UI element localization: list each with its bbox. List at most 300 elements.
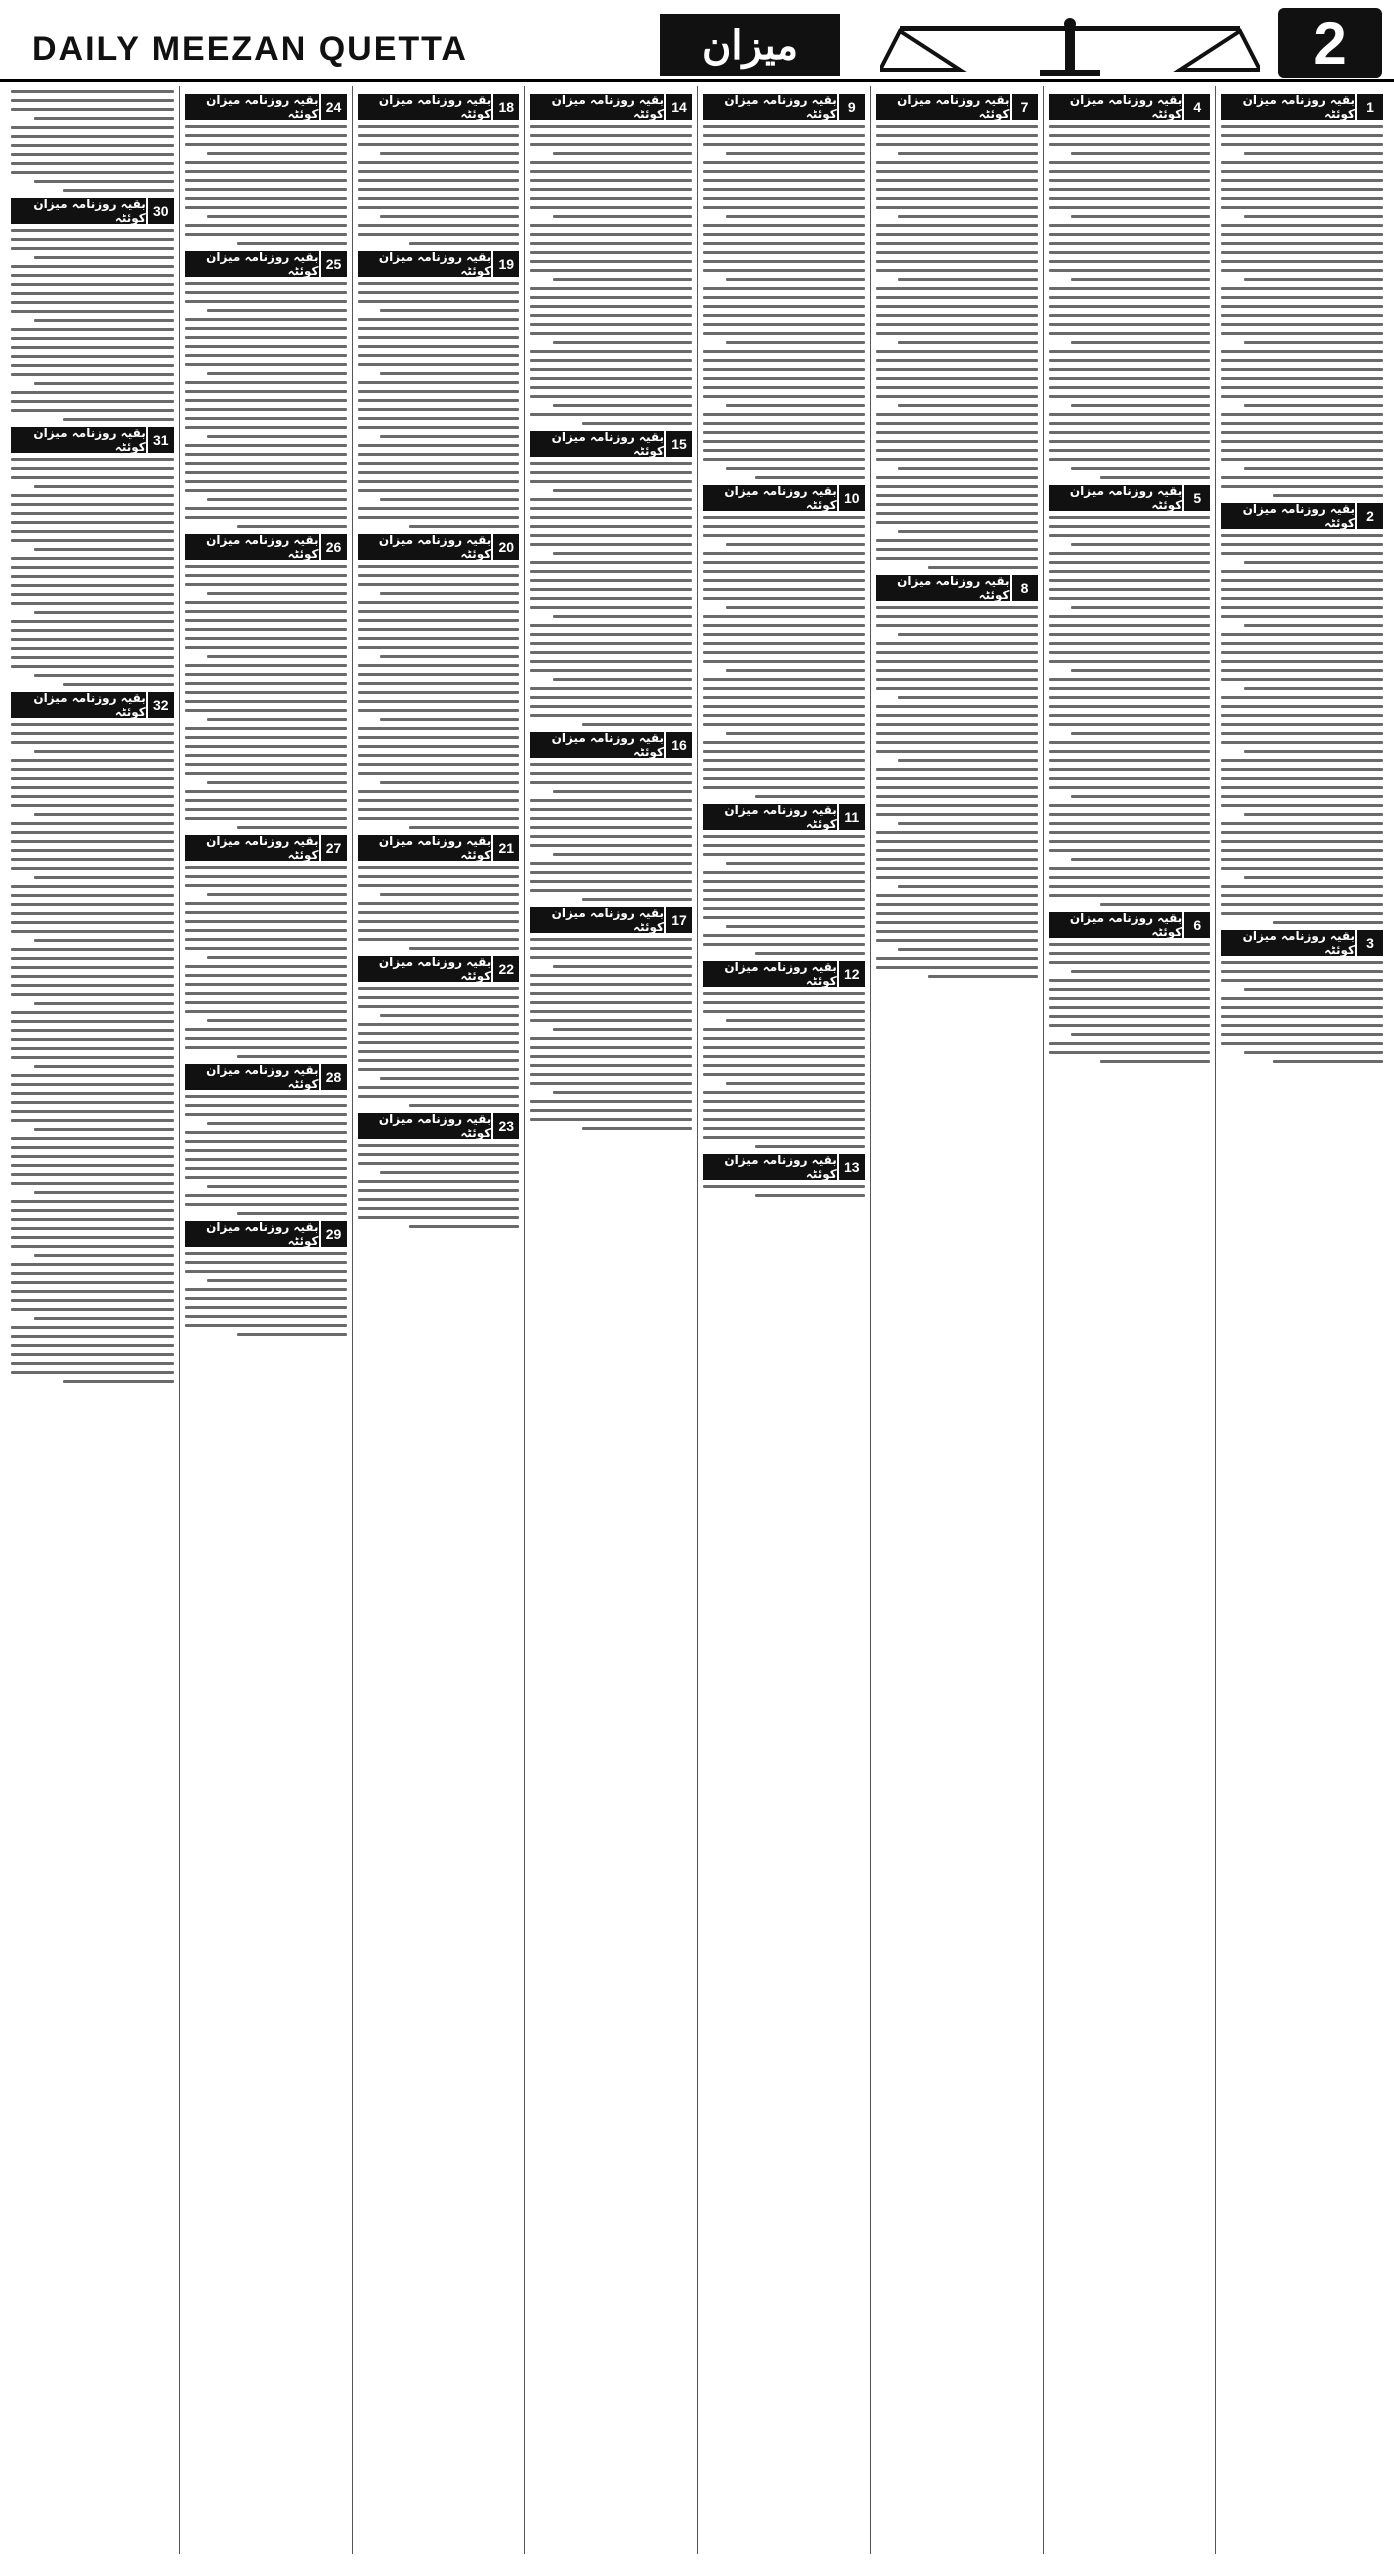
text-line <box>703 678 865 681</box>
text-line <box>703 934 865 937</box>
text-line <box>185 1194 347 1197</box>
text-line <box>185 224 347 227</box>
text-line <box>530 606 692 609</box>
article-text <box>876 125 1038 569</box>
text-line <box>34 1002 174 1005</box>
text-line <box>1049 570 1211 573</box>
continuation-label: بقیہ روزنامہ میزان کوئٹہ <box>703 94 837 120</box>
text-line <box>553 152 692 155</box>
text-line <box>876 831 1038 834</box>
text-line <box>1049 579 1211 582</box>
text-line <box>380 498 519 501</box>
continuation-number: 21 <box>493 835 519 861</box>
text-line <box>185 700 347 703</box>
text-line <box>185 799 347 802</box>
text-line <box>703 1100 865 1103</box>
text-line <box>11 90 174 93</box>
text-line <box>530 781 692 784</box>
text-line <box>726 732 865 735</box>
text-line <box>358 291 520 294</box>
text-line <box>530 992 692 995</box>
text-line <box>185 363 347 366</box>
text-line <box>1100 1060 1210 1063</box>
text-line <box>1071 341 1210 344</box>
continuation-label: بقیہ روزنامہ میزان کوئٹہ <box>185 534 319 560</box>
text-line <box>1049 233 1211 236</box>
text-line <box>726 278 865 281</box>
text-line <box>703 1109 865 1112</box>
text-line <box>1221 422 1383 425</box>
text-line <box>1221 287 1383 290</box>
text-line <box>553 965 692 968</box>
text-line <box>11 638 174 641</box>
text-line <box>358 628 520 631</box>
text-line <box>876 606 1038 609</box>
text-line <box>358 1216 520 1219</box>
continuation-number: 30 <box>148 198 174 224</box>
text-line <box>34 674 174 677</box>
text-line <box>409 242 519 245</box>
text-line <box>703 1064 865 1067</box>
text-line <box>703 305 865 308</box>
continuation-label: بقیہ روزنامہ میزان کوئٹہ <box>1221 503 1355 529</box>
text-line <box>703 197 865 200</box>
text-line <box>1221 1033 1383 1036</box>
text-line <box>358 929 520 932</box>
text-line <box>703 561 865 564</box>
newspaper-logo: میزان <box>660 14 840 76</box>
text-line <box>358 884 520 887</box>
text-line <box>409 525 519 528</box>
text-line <box>185 920 347 923</box>
text-line <box>1049 741 1211 744</box>
text-line <box>553 853 692 856</box>
text-line <box>185 480 347 483</box>
text-line <box>185 1270 347 1273</box>
text-line <box>185 170 347 173</box>
text-line <box>876 386 1038 389</box>
text-line <box>358 691 520 694</box>
continuation-label: بقیہ روزنامہ میزان کوئٹہ <box>1221 930 1355 956</box>
text-line <box>185 489 347 492</box>
text-line <box>703 768 865 771</box>
text-line <box>755 952 865 955</box>
text-line <box>1049 552 1211 555</box>
text-line <box>1221 651 1383 654</box>
text-line <box>11 647 174 650</box>
article-text <box>703 516 865 798</box>
text-line <box>185 1028 347 1031</box>
text-line <box>11 1209 174 1212</box>
text-line <box>11 948 174 951</box>
text-line <box>11 584 174 587</box>
text-line <box>11 1245 174 1248</box>
article-text <box>1221 534 1383 924</box>
text-line <box>1221 485 1383 488</box>
text-line <box>11 1146 174 1149</box>
text-line <box>1221 759 1383 762</box>
continuation-number: 16 <box>666 732 692 758</box>
article-text <box>11 90 174 192</box>
continuation-label: بقیہ روزنامہ میزان کوئٹہ <box>703 961 837 987</box>
text-line <box>1049 386 1211 389</box>
text-line <box>237 242 347 245</box>
text-line <box>1221 678 1383 681</box>
text-line <box>185 381 347 384</box>
text-line <box>185 947 347 950</box>
text-line <box>11 1056 174 1059</box>
text-line <box>358 987 520 990</box>
text-line <box>11 1164 174 1167</box>
text-line <box>582 898 692 901</box>
text-line <box>1244 561 1383 564</box>
text-line <box>358 1005 520 1008</box>
text-line <box>703 615 865 618</box>
text-line <box>1221 894 1383 897</box>
text-line <box>530 588 692 591</box>
text-line <box>530 224 692 227</box>
text-line <box>703 687 865 690</box>
text-line <box>11 822 174 825</box>
text-line <box>876 548 1038 551</box>
text-line <box>530 889 692 892</box>
text-line <box>11 629 174 632</box>
scale-of-justice-icon <box>880 18 1260 78</box>
continuation-heading <box>530 94 692 120</box>
text-line <box>928 975 1038 978</box>
text-line <box>11 135 174 138</box>
text-line <box>898 404 1037 407</box>
text-line <box>876 251 1038 254</box>
text-line <box>358 125 520 128</box>
continuation-block <box>358 94 520 245</box>
text-line <box>898 759 1037 762</box>
text-line <box>898 822 1037 825</box>
text-line <box>185 610 347 613</box>
text-line <box>703 224 865 227</box>
text-line <box>530 534 692 537</box>
text-line <box>358 790 520 793</box>
text-line <box>1244 278 1383 281</box>
text-line <box>726 543 865 546</box>
text-line <box>185 161 347 164</box>
text-line <box>185 1176 347 1179</box>
text-line <box>1049 206 1211 209</box>
text-line <box>876 431 1038 434</box>
text-line <box>1244 687 1383 690</box>
continuation-block <box>530 732 692 901</box>
text-line <box>11 966 174 969</box>
text-line <box>1049 615 1211 618</box>
text-line <box>876 503 1038 506</box>
text-line <box>703 579 865 582</box>
article-text <box>1049 125 1211 479</box>
text-line <box>530 359 692 362</box>
text-line <box>237 1055 347 1058</box>
continuation-block <box>1221 503 1383 924</box>
text-line <box>11 1200 174 1203</box>
text-line <box>1221 961 1383 964</box>
text-line <box>1049 952 1211 955</box>
text-line <box>876 930 1038 933</box>
article-text <box>11 458 174 686</box>
article-text <box>358 1144 520 1228</box>
text-line <box>703 1118 865 1121</box>
text-line <box>530 1064 692 1067</box>
article-text <box>185 565 347 829</box>
text-line <box>703 907 865 910</box>
text-line <box>1071 152 1210 155</box>
article-text <box>185 1252 347 1336</box>
continuation-heading <box>876 575 1038 601</box>
text-line <box>530 763 692 766</box>
text-line <box>530 808 692 811</box>
text-line <box>1049 323 1211 326</box>
text-line <box>358 808 520 811</box>
continuation-heading <box>1049 94 1211 120</box>
text-line <box>1244 750 1383 753</box>
text-line <box>876 224 1038 227</box>
text-line <box>380 781 519 784</box>
text-line <box>358 233 520 236</box>
continuation-block <box>1049 912 1211 1063</box>
text-line <box>11 99 174 102</box>
continuation-number: 26 <box>321 534 347 560</box>
article-text <box>703 1185 865 1197</box>
text-line <box>11 1344 174 1347</box>
text-line <box>11 274 174 277</box>
text-line <box>207 592 346 595</box>
text-line <box>207 435 346 438</box>
text-line <box>876 260 1038 263</box>
text-line <box>185 875 347 878</box>
text-line <box>1049 449 1211 452</box>
text-line <box>703 889 865 892</box>
text-line <box>11 1263 174 1266</box>
text-line <box>1221 125 1383 128</box>
text-line <box>11 1119 174 1122</box>
text-line <box>1221 858 1383 861</box>
text-line <box>11 849 174 852</box>
continuation-label: بقیہ روزنامہ میزان کوئٹہ <box>11 692 146 718</box>
continuation-label: بقیہ روزنامہ میزان کوئٹہ <box>358 835 492 861</box>
text-line <box>1100 476 1210 479</box>
text-line <box>185 206 347 209</box>
text-line <box>530 835 692 838</box>
column-3 <box>870 86 1043 2554</box>
text-line <box>876 669 1038 672</box>
text-line <box>1244 404 1383 407</box>
text-line <box>1221 552 1383 555</box>
text-line <box>11 1281 174 1284</box>
text-line <box>11 1308 174 1311</box>
text-line <box>380 1014 519 1017</box>
continuation-number: 11 <box>839 804 865 830</box>
text-line <box>1221 134 1383 137</box>
text-line <box>1221 723 1383 726</box>
text-line <box>1071 404 1210 407</box>
text-line <box>1221 242 1383 245</box>
continuation-label: بقیہ روزنامہ میزان کوئٹہ <box>1221 94 1355 120</box>
text-line <box>530 1010 692 1013</box>
text-line <box>185 179 347 182</box>
text-line <box>380 1077 519 1080</box>
article-text <box>530 763 692 901</box>
text-line <box>1049 332 1211 335</box>
text-line <box>185 453 347 456</box>
text-line <box>358 1050 520 1053</box>
text-line <box>11 602 174 605</box>
continuation-block <box>358 251 520 528</box>
text-line <box>11 1227 174 1230</box>
article-text <box>11 723 174 1383</box>
text-line <box>185 1167 347 1170</box>
text-line <box>358 224 520 227</box>
text-line <box>1049 188 1211 191</box>
text-line <box>358 300 520 303</box>
text-line <box>1221 179 1383 182</box>
text-line <box>11 759 174 762</box>
text-line <box>358 1198 520 1201</box>
text-line <box>1049 179 1211 182</box>
column-8 <box>6 86 179 2554</box>
text-line <box>185 628 347 631</box>
text-line <box>358 745 520 748</box>
text-line <box>34 180 174 183</box>
text-line <box>1049 597 1211 600</box>
text-line <box>703 125 865 128</box>
text-line <box>1244 813 1383 816</box>
text-line <box>11 723 174 726</box>
text-line <box>185 327 347 330</box>
continuation-number: 18 <box>493 94 519 120</box>
text-line <box>876 377 1038 380</box>
continuation-block <box>703 94 865 479</box>
text-line <box>1244 152 1383 155</box>
text-line <box>876 413 1038 416</box>
continuation-label: بقیہ روزنامہ میزان کوئٹہ <box>185 1221 319 1247</box>
text-line <box>876 876 1038 879</box>
text-line <box>703 741 865 744</box>
text-line <box>1071 1033 1210 1036</box>
text-line <box>1049 1006 1211 1009</box>
text-line <box>703 368 865 371</box>
text-line <box>237 1212 347 1215</box>
text-line <box>876 849 1038 852</box>
continuation-number: 22 <box>493 956 519 982</box>
text-line <box>898 885 1037 888</box>
continuation-block <box>358 956 520 1107</box>
text-line <box>358 444 520 447</box>
text-line <box>530 296 692 299</box>
text-line <box>11 1173 174 1176</box>
text-line <box>34 750 174 753</box>
text-line <box>876 921 1038 924</box>
text-line <box>1049 588 1211 591</box>
text-line <box>185 911 347 914</box>
text-line <box>1049 777 1211 780</box>
text-line <box>582 1127 692 1130</box>
text-line <box>358 817 520 820</box>
text-line <box>898 215 1037 218</box>
continuation-heading <box>1221 94 1383 120</box>
text-line <box>358 736 520 739</box>
text-line <box>1221 822 1383 825</box>
text-line <box>703 786 865 789</box>
text-line <box>185 300 347 303</box>
text-line <box>703 1136 865 1139</box>
text-line <box>34 1317 174 1320</box>
text-line <box>1221 458 1383 461</box>
text-line <box>1049 395 1211 398</box>
continuation-heading <box>1049 485 1211 511</box>
text-line <box>358 601 520 604</box>
continuation-heading <box>358 956 520 982</box>
text-line <box>11 292 174 295</box>
text-line <box>1221 570 1383 573</box>
text-line <box>1049 170 1211 173</box>
text-line <box>1049 624 1211 627</box>
text-line <box>11 521 174 524</box>
text-line <box>703 651 865 654</box>
text-line <box>34 485 174 488</box>
text-line <box>1049 534 1211 537</box>
text-line <box>1221 188 1383 191</box>
text-line <box>876 768 1038 771</box>
text-line <box>530 143 692 146</box>
text-line <box>726 1082 865 1085</box>
text-line <box>876 359 1038 362</box>
continuation-block <box>185 94 347 245</box>
column-6 <box>352 86 525 2554</box>
text-line <box>876 840 1038 843</box>
text-line <box>358 1032 520 1035</box>
text-line <box>358 637 520 640</box>
text-line <box>11 921 174 924</box>
text-line <box>358 170 520 173</box>
text-line <box>63 1380 174 1383</box>
continuation-heading <box>703 94 865 120</box>
text-line <box>703 871 865 874</box>
text-line <box>530 134 692 137</box>
continuation-label: بقیہ روزنامہ میزان کوئٹہ <box>530 431 664 457</box>
text-line <box>11 786 174 789</box>
text-line <box>34 939 174 942</box>
text-line <box>11 930 174 933</box>
text-line <box>185 808 347 811</box>
text-line <box>185 817 347 820</box>
text-line <box>530 251 692 254</box>
text-line <box>11 1236 174 1239</box>
text-line <box>530 624 692 627</box>
text-line <box>876 858 1038 861</box>
text-line <box>876 368 1038 371</box>
text-line <box>1221 660 1383 663</box>
text-line <box>530 377 692 380</box>
text-line <box>876 350 1038 353</box>
text-line <box>11 1011 174 1014</box>
continuation-heading <box>530 431 692 457</box>
text-line <box>34 256 174 259</box>
continuation-label: بقیہ روزنامہ میزان کوئٹہ <box>358 1113 492 1139</box>
text-line <box>11 229 174 232</box>
text-line <box>703 624 865 627</box>
text-line <box>726 1019 865 1022</box>
text-line <box>1049 242 1211 245</box>
text-line <box>553 278 692 281</box>
text-line <box>530 570 692 573</box>
text-line <box>876 687 1038 690</box>
